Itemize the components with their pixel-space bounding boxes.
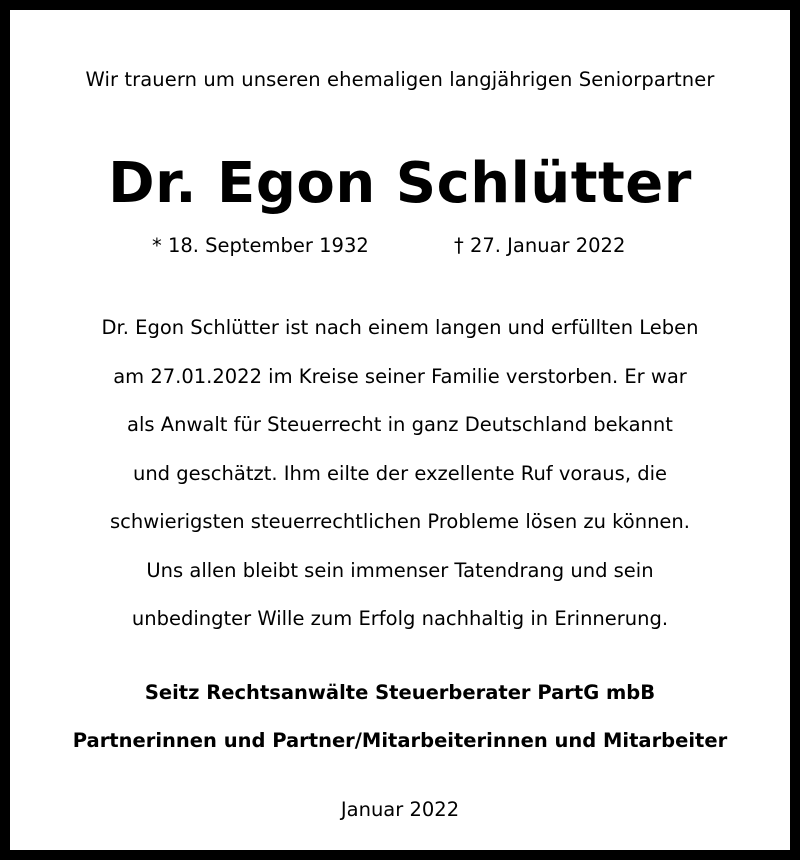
intro-line: Wir trauern um unseren ehemaligen langjährigen Seniorpartner <box>85 68 715 91</box>
obituary-text <box>10 304 790 644</box>
death-date: † 27. Januar 2022 <box>454 234 626 257</box>
text-line: am 27.01.2022 im Kreise seiner Familie verstorben. Er war <box>113 364 687 388</box>
deceased-name: Dr. Egon Schlütter <box>108 151 692 216</box>
text-line: und geschätzt. Ihm eilte der exzellente Ruf voraus, die <box>132 461 668 485</box>
text-line: als Anwalt für Steuerrecht in ganz Deutschland bekannt <box>127 413 673 436</box>
text-line: Dr. Egon Schlütter ist nach einem langen und erfüllten Leben <box>101 316 699 339</box>
firm-name: Seitz Rechtsanwälte Steuerberater PartG mbB <box>144 681 656 704</box>
notice-date: Januar 2022 <box>340 798 460 821</box>
text-line: unbedingter Wille zum Erfolg nachhaltig in Erinnerung. <box>131 607 669 630</box>
text-line: Uns allen bleibt sein immenser Tatendrang und sein <box>146 558 654 582</box>
staff-line: Partnerinnen und Partner/Mitarbeiterinnen und Mitarbeiter <box>72 729 728 752</box>
text-line: schwierigsten steuerrechtlichen Probleme lösen zu können. <box>110 510 690 533</box>
birth-date: * 18. September 1932 <box>152 234 369 257</box>
